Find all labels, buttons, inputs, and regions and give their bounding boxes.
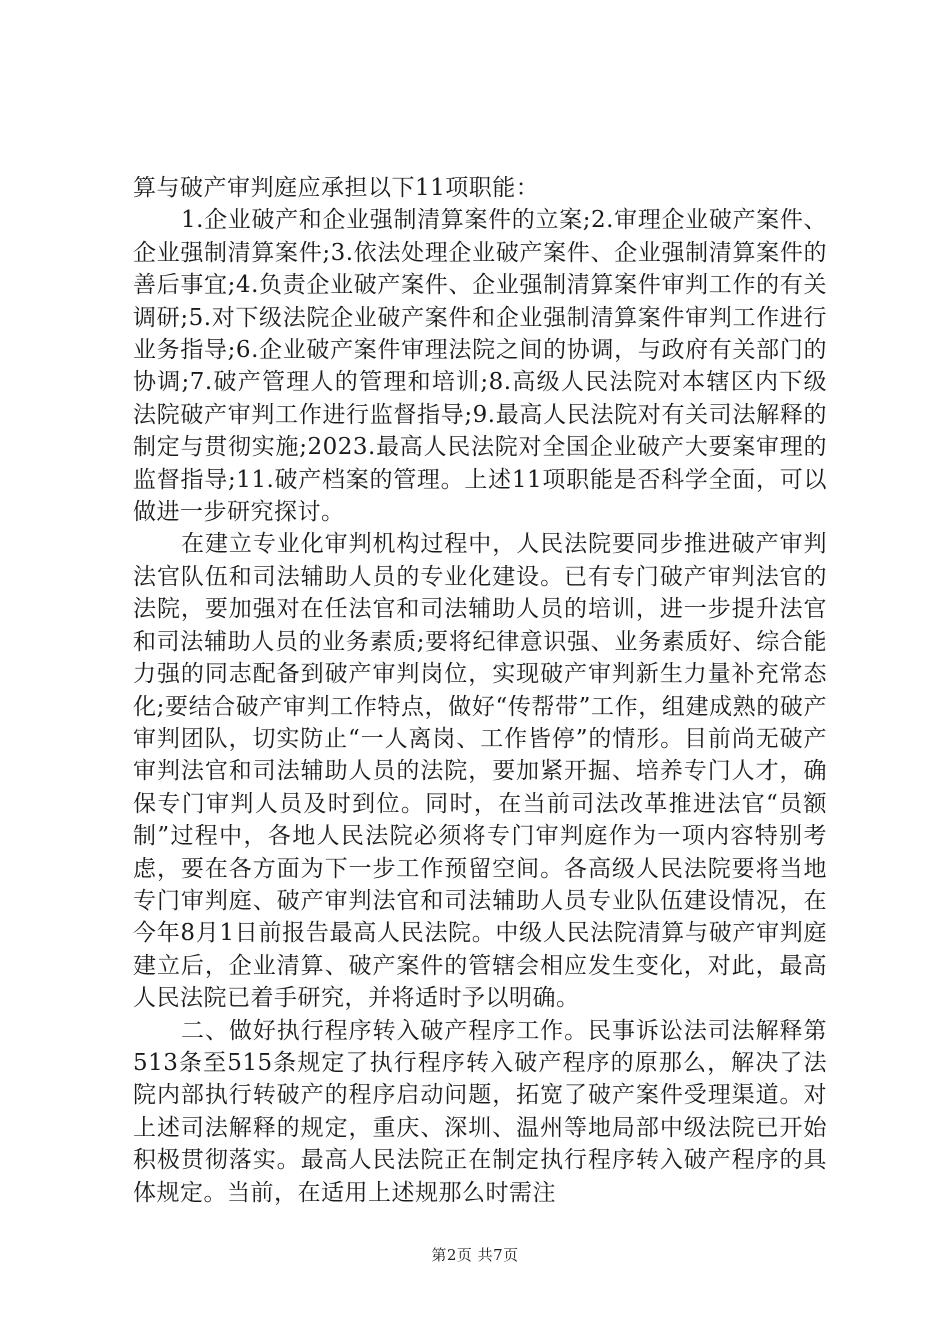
paragraph-continuation: 算与破产审判庭应承担以下11项职能： [133, 175, 540, 201]
paragraph-duties-list: 1.企业破产和企业强制清算案件的立案;2.审理企业破产案件、企业强制清算案件;3.依法处理企业破产案件、企业强制清算案件的善后事宜;4.负责企业破产案件、企业强制清算案件审判工作的有关调研;5.对下级法院企业破产案件和企业强制清算案件审判工作进行业务指导;6.企业破产案件审理法院之间的协调，与政府有关部门的协调;7.破产管理人的管理和培训;8.高级人民法院对本辖区内下级法院破产审判工作进行监督指导;9.最高人民法院对有关司法解释的制定与贯彻实施;2023.最高人民法院对全国企业破产大要案审理的监督指导;11.破产档案的管理。上述11项职能是否科学全面，可以做进一步研究探讨。 [133, 207, 827, 526]
document-body [133, 172, 827, 1209]
page-footer: 第2页 共7页 [431, 1246, 519, 1264]
paragraph-specialization: 在建立专业化审判机构过程中，人民法院要同步推进破产审判法官队伍和司法辅助人员的专业化建设。已有专门破产审判法官的法院，要加强对在任法官和司法辅助人员的培训，进一步提升法官和司法辅助人员的业务素质;要将纪律意识强、业务素质好、综合能力强的同志配备到破产审判岗位，实现破产审判新生力量补充常态化;要结合破产审判工作特点，做好“传帮带”工作，组建成熟的破产审判团队，切实防止“一人离岗、工作皆停”的情形。目前尚无破产审判法官和司法辅助人员的法院，要加紧开掘、培养专门人才，确保专门审判人员及时到位。同时，在当前司法改革推进法官“员额制”过程中，各地人民法院必须将专门审判庭作为一项内容特别考虑，要在各方面为下一步工作预留空间。各高级人民法院要将当地专门审判庭、破产审判法官和司法辅助人员专业队伍建设情况，在今年8月1日前报告最高人民法院。中级人民法院清算与破产审判庭建立后，企业清算、破产案件的管辖会相应发生变化，对此，最高人民法院已着手研究，并将适时予以明确。 [133, 531, 827, 1012]
paragraph-execution-to-bankruptcy: 二、做好执行程序转入破产程序工作。民事诉讼法司法解释第513条至515条规定了执行程序转入破产程序的原那么，解决了法院内部执行转破产的程序启动问题，拓宽了破产案件受理渠道。对上述司法解释的规定，重庆、深圳、温州等地局部中级法院已开始积极贯彻落实。最高人民法院正在制定执行程序转入破产程序的具体规定。当前，在适用上述规那么时需注 [133, 1017, 827, 1206]
